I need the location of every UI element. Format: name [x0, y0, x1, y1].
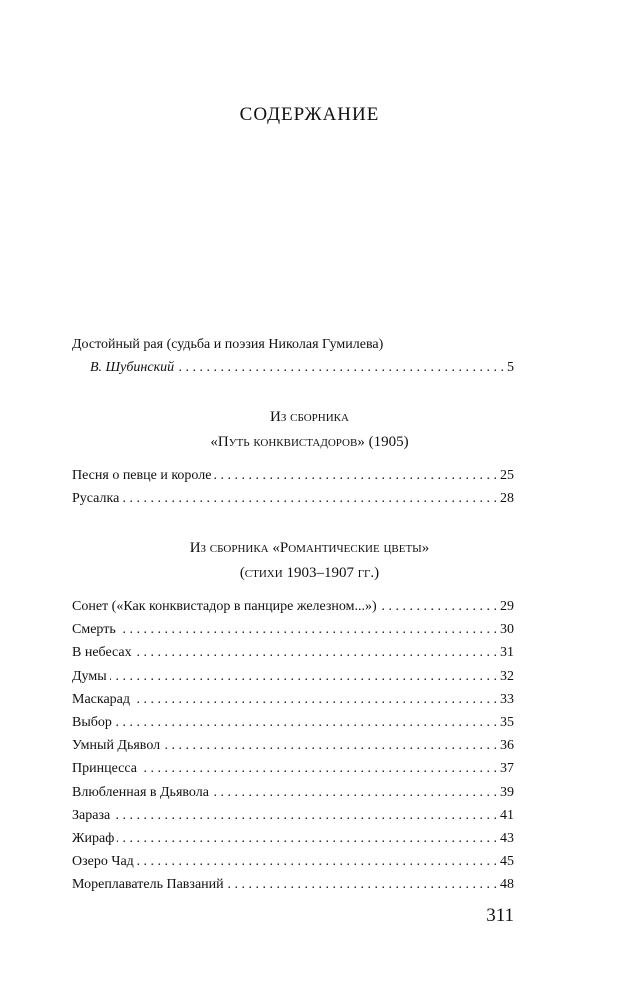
dot-leader [115, 711, 497, 734]
toc-entry[interactable] [72, 665, 514, 688]
toc-entry-title: Песня о певце и короле [72, 468, 212, 483]
dot-leader [135, 641, 497, 664]
toc-entry-title: Жираф [72, 830, 115, 846]
toc-entry-title: Смерть [72, 622, 116, 638]
toc-entry-page: 35 [500, 714, 514, 730]
toc-entry-page: 33 [500, 691, 514, 707]
page-number: 311 [486, 905, 514, 926]
page-title: СОДЕРЖАНИЕ [239, 104, 380, 125]
section-heading-line2: (стихи 1903–1907 гг.) [239, 565, 380, 581]
toc-entry-page: 28 [500, 491, 514, 507]
toc-entry-title: Озеро Чад [72, 854, 134, 870]
toc-entry-title: Выбор [72, 714, 112, 730]
toc-entry-page: 25 [500, 468, 514, 483]
toc-entry-author: В. Шубинский [90, 360, 175, 376]
toc-entry[interactable] [72, 595, 514, 618]
dot-leader [227, 873, 497, 896]
toc-entry[interactable] [72, 827, 514, 850]
section-heading-line1: Из сборника [270, 409, 349, 425]
dot-leader [163, 734, 497, 757]
toc-entry-title: Зараза [72, 807, 111, 823]
toc-entry-page: 37 [500, 761, 514, 777]
toc-entry-page: 5 [507, 360, 514, 376]
toc-entry-page: 30 [500, 622, 514, 638]
toc-entry-page: 39 [500, 784, 514, 800]
section-entries [72, 595, 514, 896]
dot-leader [110, 665, 497, 688]
toc-entry[interactable] [72, 711, 514, 734]
intro-block [72, 333, 514, 379]
dot-leader [133, 688, 497, 711]
toc-entry[interactable] [72, 487, 514, 510]
toc-entry-title: Маскарад [72, 691, 131, 707]
toc-entry-title[interactable]: Достойный рая (судьба и поэзия Николая Гумилева) [72, 337, 384, 352]
toc-entry-title: Сонет («Как конквистадор в панцире железном...») [72, 599, 377, 614]
toc-entry-page: 32 [500, 668, 514, 684]
dot-leader [113, 804, 497, 827]
toc-entry-title: Умный Дьявол [72, 738, 161, 754]
section-heading [0, 536, 619, 586]
toc-entry-page: 43 [500, 830, 514, 846]
toc-entry[interactable] [72, 781, 514, 804]
toc-entry-page: 45 [500, 854, 514, 870]
dot-leader [119, 618, 497, 641]
toc-entry-page: 29 [500, 599, 514, 614]
toc-entry-title: Влюбленная в Дьявола [72, 784, 209, 800]
section-heading [0, 405, 619, 455]
toc-entry[interactable] [72, 873, 514, 896]
dot-leader [380, 595, 497, 618]
toc-entry[interactable] [72, 618, 514, 641]
toc-entry[interactable] [72, 356, 514, 379]
toc-entry-page: 41 [500, 807, 514, 823]
dot-leader [122, 487, 497, 510]
toc-entry-page: 31 [500, 645, 514, 661]
toc-entry[interactable] [72, 464, 514, 487]
toc-entry[interactable] [72, 757, 514, 780]
toc-entry[interactable] [72, 641, 514, 664]
toc-entry[interactable] [72, 850, 514, 873]
toc-entry-title: В небесах [72, 645, 132, 661]
section-entries [72, 464, 514, 510]
toc-entry-title: Думы [72, 668, 107, 684]
dot-leader [140, 757, 497, 780]
toc-entry-page: 48 [500, 877, 514, 893]
section-heading-line2: «Путь конквистадоров» (1905) [210, 434, 409, 450]
dot-leader [137, 850, 497, 873]
toc-entry-title: Русалка [72, 491, 120, 507]
toc-entry-page: 36 [500, 738, 514, 754]
toc-entry-title: Мореплаватель Павзаний [72, 877, 224, 893]
dot-leader [212, 781, 497, 804]
dot-leader [117, 827, 497, 850]
dot-leader [177, 356, 504, 379]
toc-entry[interactable] [72, 688, 514, 711]
section-heading-line1: Из сборника «Романтические цветы» [189, 540, 430, 556]
dot-leader [214, 464, 497, 487]
toc-entry-title: Принцесса [72, 761, 137, 777]
toc-entry[interactable] [72, 734, 514, 757]
toc-entry[interactable] [72, 804, 514, 827]
